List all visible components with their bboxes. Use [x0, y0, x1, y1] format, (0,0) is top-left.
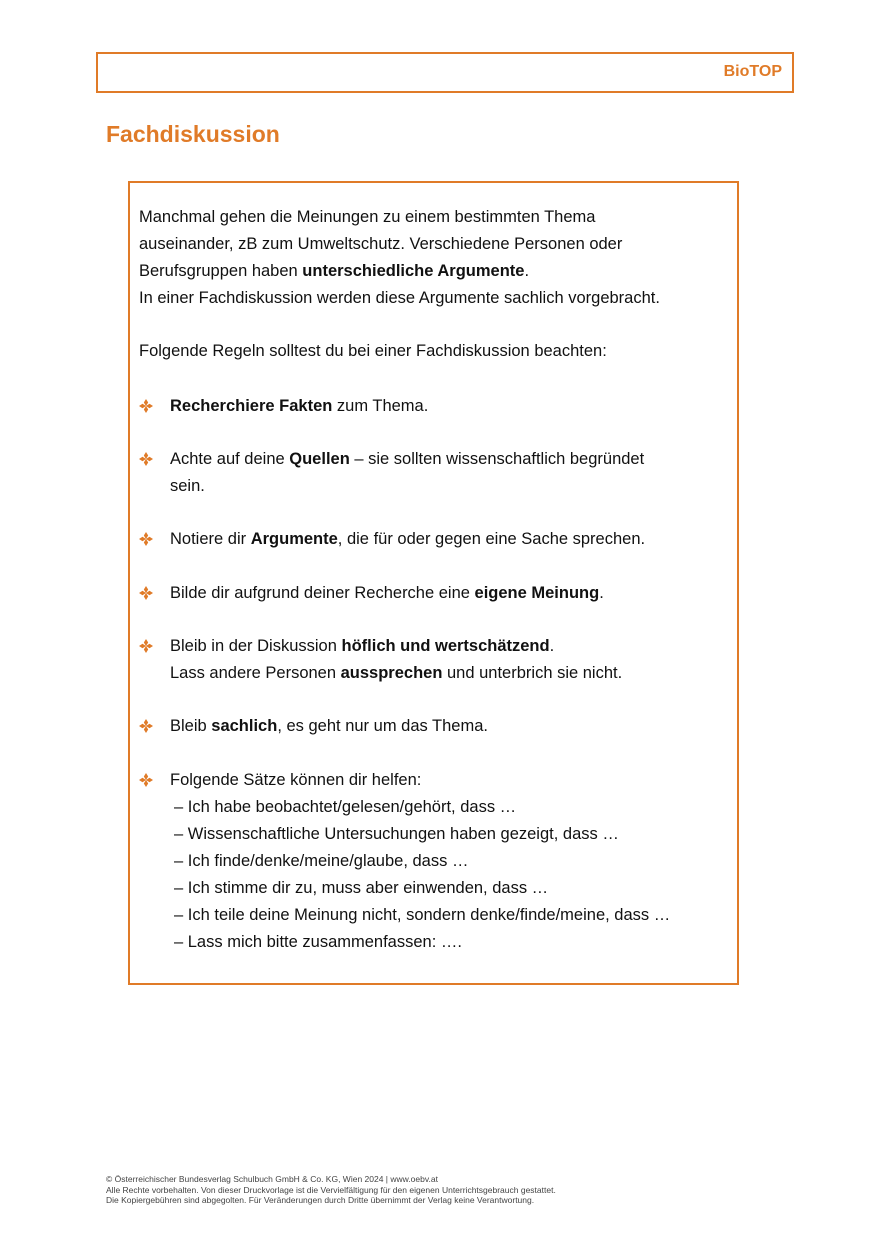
rule-text: Bilde dir aufgrund deiner Recherche eine eigene Meinung.: [170, 584, 604, 602]
four-diamond-bullet-icon: [139, 532, 153, 546]
phrase-item: – Lass mich bitte zusammenfassen: ….: [174, 933, 462, 951]
four-diamond-bullet-icon: [139, 773, 153, 787]
phrase-item: – Ich teile deine Meinung nicht, sondern denke/finde/meine, dass …: [174, 906, 671, 924]
phrase-item: – Ich stimme dir zu, muss aber einwenden, dass …: [174, 879, 549, 897]
four-diamond-bullet-icon: [139, 452, 153, 466]
phrase-item: – Ich finde/denke/meine/glaube, dass …: [174, 852, 469, 870]
rule-text: Notiere dir Argumente, die für oder gegen eine Sache sprechen.: [170, 530, 646, 548]
footer: [106, 1174, 556, 1206]
brand-label: BioTOP: [723, 63, 782, 80]
four-diamond-bullet-icon: [139, 639, 153, 653]
footer-line: Die Kopiergebühren sind abgegolten. Für Veränderungen durch Dritte übernimmt der Verlag keine Verantwortung.: [106, 1195, 535, 1205]
phrase-item: – Wissenschaftliche Untersuchungen haben gezeigt, dass …: [174, 825, 619, 843]
rules-intro: Folgende Regeln solltest du bei einer Fachdiskussion beachten:: [139, 342, 607, 360]
intro-text: [139, 204, 729, 365]
intro-line: Manchmal gehen die Meinungen zu einem bestimmten Thema: [139, 208, 596, 226]
header-box: [96, 52, 794, 93]
four-diamond-bullet-icon: [139, 719, 153, 733]
rule-text: Folgende Sätze können dir helfen: – Ich habe beobachtet/gelesen/gehört, dass … – Wissenschaftliche Untersuchungen haben gezeigt, dass … – Ich finde/denke/meine/glaube, dass … – Ich stimme dir zu, muss aber einwenden, dass … – Ich teile deine Meinung nicht, sondern denke/finde/meine, dass … – Lass mich bitte zusammenfassen: ….: [170, 767, 730, 956]
rule-text: Achte auf deine Quellen – sie sollten wissenschaftlich begründet sein.: [170, 450, 645, 495]
footer-line: Alle Rechte vorbehalten. Von dieser Druckvorlage ist die Vervielfältigung für den eigenen Unterrichtsgebrauch gestattet.: [106, 1184, 556, 1195]
four-diamond-bullet-icon: [139, 399, 153, 413]
intro-line: auseinander, zB zum Umweltschutz. Verschiedene Personen oder: [139, 235, 623, 253]
rule-text: Bleib in der Diskussion höflich und wertschätzend. Lass andere Personen aussprechen und unterbrich sie nicht.: [170, 637, 623, 682]
intro-line: Berufsgruppen haben unterschiedliche Argumente.: [139, 262, 530, 280]
four-diamond-bullet-icon: [139, 586, 153, 600]
rule-text: Recherchiere Fakten zum Thema.: [170, 397, 429, 415]
footer-line: © Österreichischer Bundesverlag Schulbuch GmbH & Co. KG, Wien 2024 | www.oebv.at: [106, 1174, 438, 1184]
page-title: Fachdiskussion: [106, 121, 280, 147]
intro-line: In einer Fachdiskussion werden diese Argumente sachlich vorgebracht.: [139, 289, 660, 307]
phrase-item: – Ich habe beobachtet/gelesen/gehört, dass …: [174, 798, 517, 816]
rule-text: Bleib sachlich, es geht nur um das Thema.: [170, 717, 488, 735]
